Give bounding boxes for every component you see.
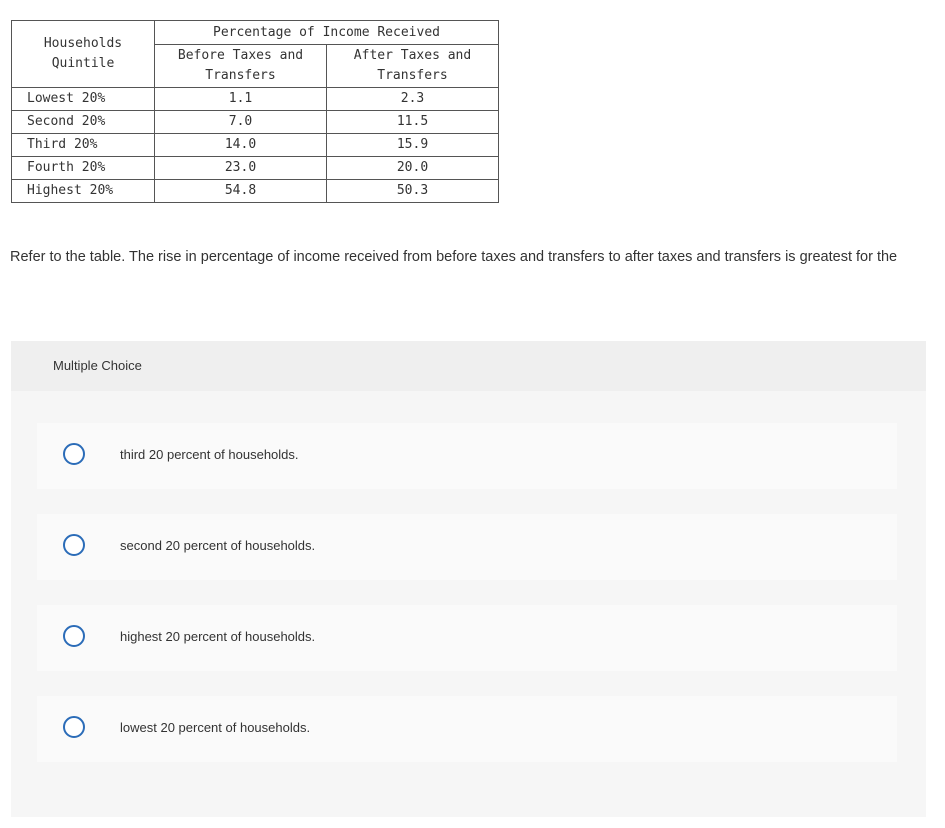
answer-option[interactable] xyxy=(37,423,897,489)
before-cell: 54.8 xyxy=(155,180,327,203)
income-table xyxy=(11,20,499,203)
radio-button[interactable] xyxy=(63,443,85,465)
multiple-choice-label: Multiple Choice xyxy=(53,358,142,373)
after-cell: 11.5 xyxy=(327,111,499,134)
radio-button[interactable] xyxy=(63,534,85,556)
table-row xyxy=(12,180,499,203)
answer-option-label: second 20 percent of households. xyxy=(120,538,316,553)
table-row xyxy=(12,111,499,134)
quintile-header-cell xyxy=(12,21,155,88)
answer-option-label: highest 20 percent of households. xyxy=(120,629,316,644)
answer-option[interactable] xyxy=(37,605,897,671)
table-row xyxy=(12,134,499,157)
table-row xyxy=(12,157,499,180)
after-cell: 50.3 xyxy=(327,180,499,203)
radio-button[interactable] xyxy=(63,625,85,647)
after-cell: 15.9 xyxy=(327,134,499,157)
quintile-cell: Second 20% xyxy=(12,111,155,134)
quintile-header-line2: Quintile xyxy=(51,56,115,71)
before-header-cell xyxy=(155,45,327,88)
after-header-cell xyxy=(327,45,499,88)
before-cell: 7.0 xyxy=(155,111,327,134)
after-header-line2: Transfers xyxy=(377,68,448,83)
multiple-choice-header xyxy=(11,341,926,391)
before-cell: 23.0 xyxy=(155,157,327,180)
answer-option[interactable] xyxy=(37,696,897,762)
before-header-line1: Before Taxes and xyxy=(177,48,304,63)
multiple-choice-panel xyxy=(11,341,926,817)
after-header-line1: After Taxes and xyxy=(353,48,472,63)
before-header-line2: Transfers xyxy=(205,68,276,83)
after-cell: 2.3 xyxy=(327,88,499,111)
question-text: Refer to the table. The rise in percentage of income received from before taxes and transfers to after taxes and transfers is greatest for the xyxy=(10,249,898,265)
after-cell: 20.0 xyxy=(327,157,499,180)
quintile-cell: Third 20% xyxy=(12,134,155,157)
before-cell: 14.0 xyxy=(155,134,327,157)
quintile-header-line1: Households xyxy=(43,36,123,51)
before-cell: 1.1 xyxy=(155,88,327,111)
table-row xyxy=(12,88,499,111)
quintile-cell: Fourth 20% xyxy=(12,157,155,180)
quintile-cell: Lowest 20% xyxy=(12,88,155,111)
answer-option[interactable] xyxy=(37,514,897,580)
answer-option-label: third 20 percent of households. xyxy=(120,447,299,462)
answer-option-label: lowest 20 percent of households. xyxy=(120,720,311,735)
radio-button[interactable] xyxy=(63,716,85,738)
income-group-header: Percentage of Income Received xyxy=(155,21,499,45)
quintile-cell: Highest 20% xyxy=(12,180,155,203)
